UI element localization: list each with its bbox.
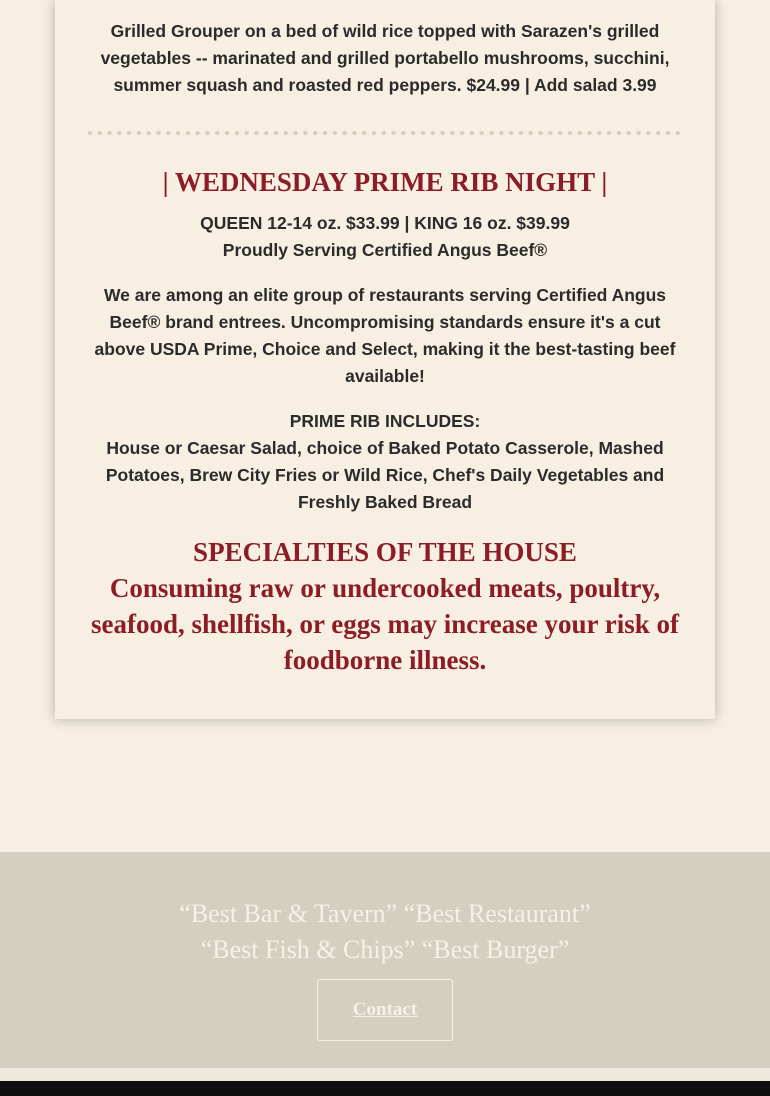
prime-rib-includes-heading: PRIME RIB INCLUDES: <box>289 411 481 431</box>
awards-line-1: “Best Bar & Tavern” “Best Restaurant” <box>179 899 591 928</box>
grouper-description: Grilled Grouper on a bed of wild rice topped with Sarazen's grilled vegetables -- marinated and grilled portabello mushrooms, succhini, summer squash and roasted red peppers. $24.99 | Add salad 3.99 <box>100 21 670 95</box>
health-warning: Consuming raw or undercooked meats, poultry, seafood, shellfish, or eggs may increase your risk of foodborne illness. <box>91 573 679 675</box>
angus-beef-description: We are among an elite group of restaurants serving Certified Angus Beef® brand entrees. Uncompromising standards ensure it's a cut above USDA Prime, Choice and Select, making it the best-tasting beef available! <box>94 285 676 386</box>
contact-button[interactable]: Contact <box>317 979 453 1041</box>
prime-rib-night-title: | WEDNESDAY PRIME RIB NIGHT | <box>162 167 608 197</box>
specialties-title: SPECIALTIES OF THE HOUSE <box>193 537 577 567</box>
prime-rib-includes-text: House or Caesar Salad, choice of Baked Potato Casserole, Mashed Potatoes, Brew City Fries or Wild Rice, Chef's Daily Vegetables and Freshly Baked Bread <box>105 438 665 512</box>
bottom-bar <box>0 1081 770 1096</box>
awards-line-2: “Best Fish & Chips” “Best Burger” <box>200 935 570 964</box>
prime-rib-prices: QUEEN 12-14 oz. $33.99 | KING 16 oz. $39.99 <box>200 213 570 233</box>
dotted-divider <box>85 131 685 135</box>
footer-divider <box>0 1068 770 1081</box>
menu-card <box>55 0 715 719</box>
prime-rib-subtitle: Proudly Serving Certified Angus Beef® <box>222 240 548 260</box>
